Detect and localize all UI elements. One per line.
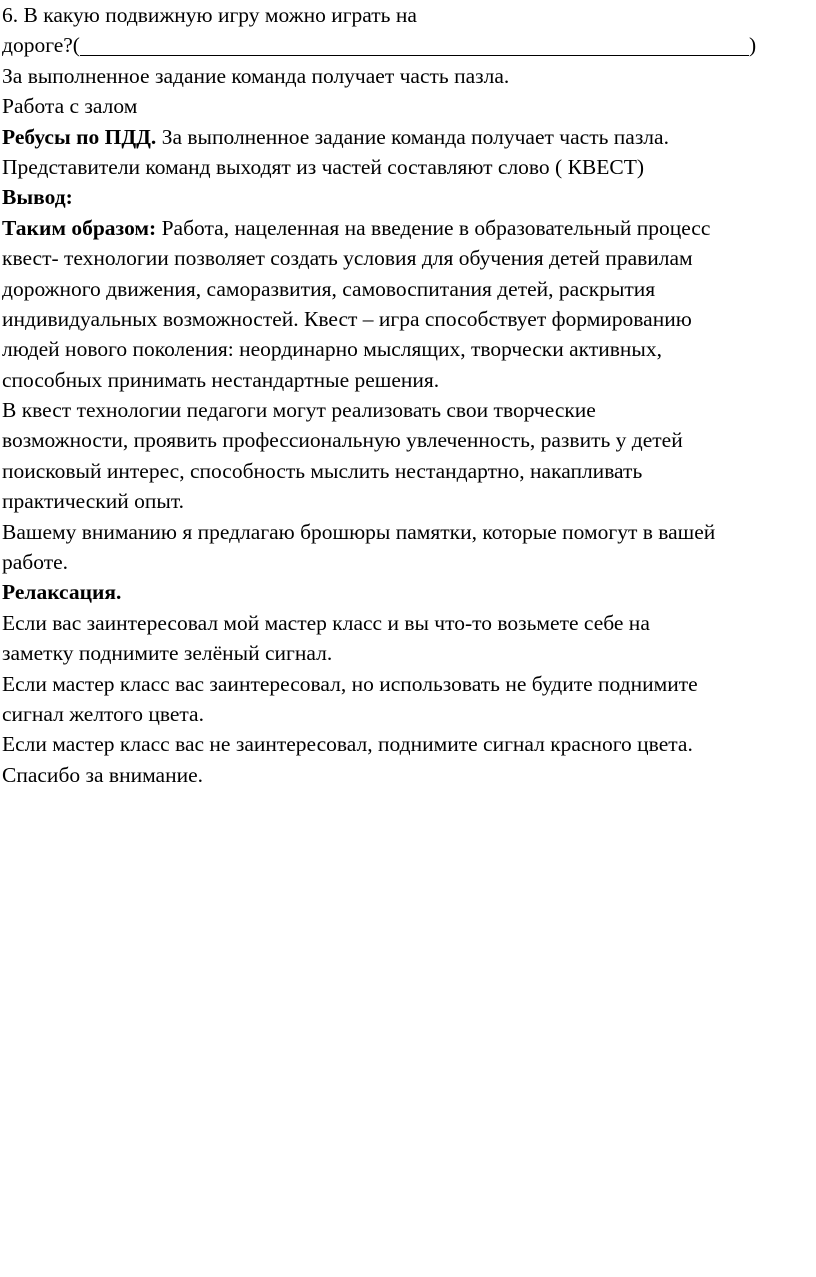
paragraph-text: Работа с залом xyxy=(2,94,138,119)
text-line xyxy=(2,760,814,790)
text-line xyxy=(2,486,814,516)
text-line xyxy=(2,304,814,334)
text-line xyxy=(2,517,814,547)
question-text-cont: дороге?( xyxy=(2,33,80,58)
text-line xyxy=(2,152,814,182)
paragraph-text: способных принимать нестандартные решения. xyxy=(2,367,440,392)
paragraph-text: Представители команд выходят из частей составляют слово ( КВЕСТ) xyxy=(2,154,645,179)
text-line xyxy=(2,729,814,759)
text-line xyxy=(2,334,814,364)
paragraph-text: практический опыт. xyxy=(2,489,184,514)
section-heading-relaxation: Релаксация. xyxy=(2,580,122,605)
closing-paren: ) xyxy=(748,33,757,58)
paragraph-text: Если вас заинтересовал мой мастер класс и вы что-то возьмете себе на xyxy=(2,610,650,635)
text-line xyxy=(2,425,814,455)
paragraph-text: индивидуальных возможностей. Квест – игра способствует формированию xyxy=(2,306,692,331)
paragraph-text: сигнал желтого цвета. xyxy=(2,701,204,726)
paragraph-text: работе. xyxy=(2,550,69,575)
text-line xyxy=(2,547,814,577)
document-page xyxy=(2,0,814,790)
paragraph-text: За выполненное задание команда получает часть пазла. xyxy=(156,124,669,149)
text-line xyxy=(2,182,814,212)
paragraph-text: Вашему вниманию я предлагаю брошюры памятки, которые помогут в вашей xyxy=(2,519,716,544)
text-line xyxy=(2,274,814,304)
text-line xyxy=(2,638,814,668)
text-line xyxy=(2,213,814,243)
text-line xyxy=(2,577,814,607)
paragraph-text: дорожного движения, саморазвития, самовоспитания детей, раскрытия xyxy=(2,276,656,301)
paragraph-text: людей нового поколения: неординарно мыслящих, творчески активных, xyxy=(2,337,662,362)
paragraph-text: Работа, нацеленная на введение в образовательный процесс xyxy=(156,215,711,240)
paragraph-text: заметку поднимите зелёный сигнал. xyxy=(2,641,333,666)
inline-heading-thus: Таким образом: xyxy=(2,215,157,240)
text-line xyxy=(2,699,814,729)
text-line xyxy=(2,243,814,273)
closing-text: Спасибо за внимание. xyxy=(2,762,204,787)
text-line xyxy=(2,365,814,395)
question-text: 6. В какую подвижную игру можно играть на xyxy=(2,3,417,27)
paragraph-text: квест- технологии позволяет создать условия для обучения детей правилам xyxy=(2,246,693,271)
section-heading-rebuses: Ребусы по ПДД. xyxy=(2,124,157,149)
paragraph-text: Если мастер класс вас не заинтересовал, поднимите сигнал красного цвета. xyxy=(2,732,693,757)
text-line xyxy=(2,456,814,486)
answer-blank xyxy=(80,33,749,56)
paragraph-text: В квест технологии педагоги могут реализовать свои творческие xyxy=(2,398,596,423)
question-line xyxy=(2,0,814,30)
paragraph-text: Если мастер класс вас заинтересовал, но использовать не будите поднимите xyxy=(2,671,698,696)
text-line xyxy=(2,608,814,638)
text-line xyxy=(2,669,814,699)
text-line xyxy=(2,91,814,121)
text-line xyxy=(2,395,814,425)
paragraph-text: поисковый интерес, способность мыслить нестандартно, накапливать xyxy=(2,458,643,483)
paragraph-text: За выполненное задание команда получает часть пазла. xyxy=(2,63,510,88)
text-line xyxy=(2,61,814,91)
question-answer-line xyxy=(2,30,814,60)
paragraph-text: возможности, проявить профессиональную увлеченность, развить у детей xyxy=(2,428,683,453)
text-line xyxy=(2,122,814,152)
section-heading-conclusion: Вывод: xyxy=(2,185,73,210)
